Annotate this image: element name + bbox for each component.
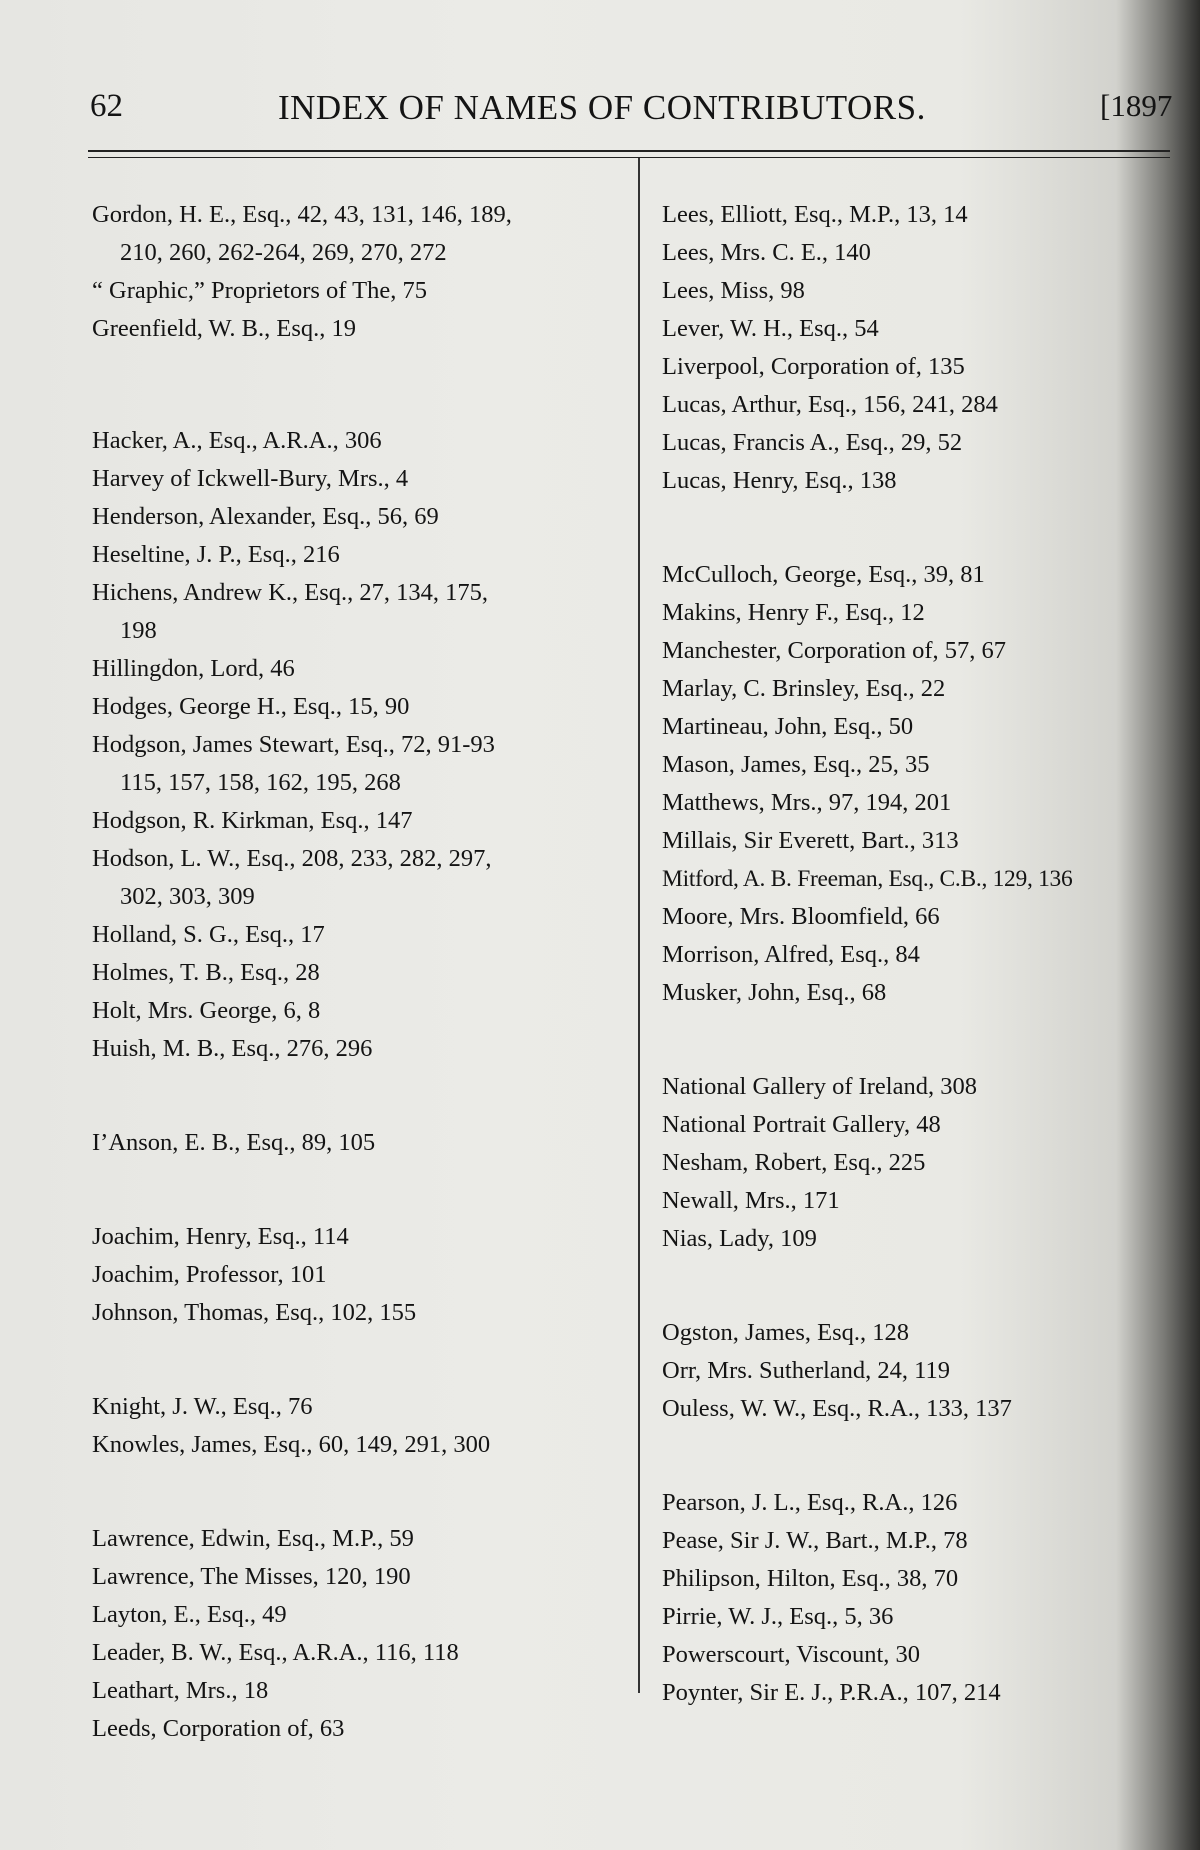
index-entry: Leeds, Corporation of, 63: [92, 1715, 345, 1742]
index-entry: Lever, W. H., Esq., 54: [662, 315, 879, 342]
index-entry: Mason, James, Esq., 25, 35: [662, 751, 930, 778]
entry-line: Gordon, H. E., Esq., 42, 43, 131, 146, 189,: [92, 201, 512, 228]
index-entry: McCulloch, George, Esq., 39, 81: [662, 561, 985, 588]
index-entry: Knight, J. W., Esq., 76: [92, 1393, 313, 1420]
index-entry: Joachim, Professor, 101: [92, 1261, 327, 1288]
index-entry: Lucas, Henry, Esq., 138: [662, 467, 897, 494]
section-gap: [92, 348, 622, 404]
index-entry: Millais, Sir Everett, Bart., 313: [662, 827, 959, 854]
section-gap: [92, 1162, 622, 1218]
index-entry: Pirrie, W. J., Esq., 5, 36: [662, 1603, 894, 1630]
index-entry: Layton, E., Esq., 49: [92, 1601, 287, 1628]
index-entry: Orr, Mrs. Sutherland, 24, 119: [662, 1357, 950, 1384]
section-gap: [662, 1012, 1182, 1068]
index-entry: Marlay, C. Brinsley, Esq., 22: [662, 675, 946, 702]
index-entry: Lees, Mrs. C. E., 140: [662, 239, 871, 266]
section-gap: [662, 1258, 1182, 1314]
index-entry: Pease, Sir J. W., Bart., M.P., 78: [662, 1527, 968, 1554]
index-entry: Hodgson, R. Kirkman, Esq., 147: [92, 807, 413, 834]
entry-continuation: 115, 157, 158, 162, 195, 268: [120, 769, 401, 796]
index-entry: Makins, Henry F., Esq., 12: [662, 599, 925, 626]
index-entry: Pearson, J. L., Esq., R.A., 126: [662, 1489, 958, 1516]
section-gap: [92, 404, 622, 422]
section-gap: [662, 500, 1182, 556]
index-entry: Harvey of Ickwell-Bury, Mrs., 4: [92, 465, 409, 492]
index-entry: National Portrait Gallery, 48: [662, 1111, 941, 1138]
index-entry: Nias, Lady, 109: [662, 1225, 817, 1252]
index-entry: Musker, John, Esq., 68: [662, 979, 887, 1006]
index-entry: Holmes, T. B., Esq., 28: [92, 959, 320, 986]
index-entry: Holland, S. G., Esq., 17: [92, 921, 325, 948]
index-entry: [92, 840, 622, 916]
entry-line: Hodson, L. W., Esq., 208, 233, 282, 297,: [92, 845, 492, 872]
index-entry: National Gallery of Ireland, 308: [662, 1073, 977, 1100]
index-entry: Poynter, Sir E. J., P.R.A., 107, 214: [662, 1679, 1001, 1706]
index-entry: Newall, Mrs., 171: [662, 1187, 840, 1214]
entry-continuation: 198: [120, 617, 157, 644]
index-entry: Knowles, James, Esq., 60, 149, 291, 300: [92, 1431, 491, 1458]
index-entry: Lucas, Arthur, Esq., 156, 241, 284: [662, 391, 998, 418]
index-entry: Mitford, A. B. Freeman, Esq., C.B., 129, 136: [662, 866, 1073, 892]
index-entry: Nesham, Robert, Esq., 225: [662, 1149, 926, 1176]
header-rule-top: [88, 150, 1170, 152]
index-entry: Greenfield, W. B., Esq., 19: [92, 315, 357, 342]
index-entry: I’Anson, E. B., Esq., 89, 105: [92, 1129, 376, 1156]
index-entry: “ Graphic,” Proprietors of The, 75: [92, 277, 427, 304]
index-entry: Lees, Elliott, Esq., M.P., 13, 14: [662, 201, 968, 228]
index-entry: Joachim, Henry, Esq., 114: [92, 1223, 349, 1250]
index-entry: Leathart, Mrs., 18: [92, 1677, 269, 1704]
section-gap: [662, 1428, 1182, 1484]
index-entry: Martineau, John, Esq., 50: [662, 713, 914, 740]
page-header: [0, 88, 1200, 138]
index-entry: Lucas, Francis A., Esq., 29, 52: [662, 429, 963, 456]
index-entry: Morrison, Alfred, Esq., 84: [662, 941, 920, 968]
index-entry: Lawrence, The Misses, 120, 190: [92, 1563, 411, 1590]
index-entry: Holt, Mrs. George, 6, 8: [92, 997, 321, 1024]
index-entry: Powerscourt, Viscount, 30: [662, 1641, 921, 1668]
index-entry: Johnson, Thomas, Esq., 102, 155: [92, 1299, 417, 1326]
index-entry: Ouless, W. W., Esq., R.A., 133, 137: [662, 1395, 1012, 1422]
section-gap: [92, 1068, 622, 1124]
index-entry: Henderson, Alexander, Esq., 56, 69: [92, 503, 439, 530]
index-entry: [92, 726, 622, 802]
index-entry: Huish, M. B., Esq., 276, 296: [92, 1035, 373, 1062]
entry-continuation: 210, 260, 262-264, 269, 270, 272: [120, 239, 447, 266]
entry-continuation: 302, 303, 309: [120, 883, 255, 910]
index-entry: [92, 574, 622, 650]
index-entry: Lees, Miss, 98: [662, 277, 805, 304]
index-entry: Heseltine, J. P., Esq., 216: [92, 541, 340, 568]
index-column-left: [92, 196, 622, 1748]
index-entry: Hillingdon, Lord, 46: [92, 655, 295, 682]
index-entry: Philipson, Hilton, Esq., 38, 70: [662, 1565, 959, 1592]
header-rule-bottom: [88, 157, 1170, 158]
column-divider: [638, 158, 640, 1693]
index-entry: Manchester, Corporation of, 57, 67: [662, 637, 1006, 664]
index-entry: Lawrence, Edwin, Esq., M.P., 59: [92, 1525, 414, 1552]
section-gap: [92, 1332, 622, 1388]
running-title: INDEX OF NAMES OF CONTRIBUTORS.: [278, 88, 926, 127]
entry-line: Hodgson, James Stewart, Esq., 72, 91-93: [92, 731, 495, 758]
index-entry: Moore, Mrs. Bloomfield, 66: [662, 903, 940, 930]
index-entry: Hodges, George H., Esq., 15, 90: [92, 693, 410, 720]
index-entry: Liverpool, Corporation of, 135: [662, 353, 965, 380]
index-entry: Matthews, Mrs., 97, 194, 201: [662, 789, 952, 816]
index-entry: Ogston, James, Esq., 128: [662, 1319, 910, 1346]
year-marker: [1897: [1100, 88, 1173, 123]
index-column-right: [662, 196, 1182, 1712]
index-entry: [92, 196, 622, 272]
index-entry: Leader, B. W., Esq., A.R.A., 116, 118: [92, 1639, 459, 1666]
section-gap: [92, 1464, 622, 1520]
entry-line: Hichens, Andrew K., Esq., 27, 134, 175,: [92, 579, 489, 606]
page-number: 62: [90, 88, 123, 124]
index-entry: Hacker, A., Esq., A.R.A., 306: [92, 427, 382, 454]
